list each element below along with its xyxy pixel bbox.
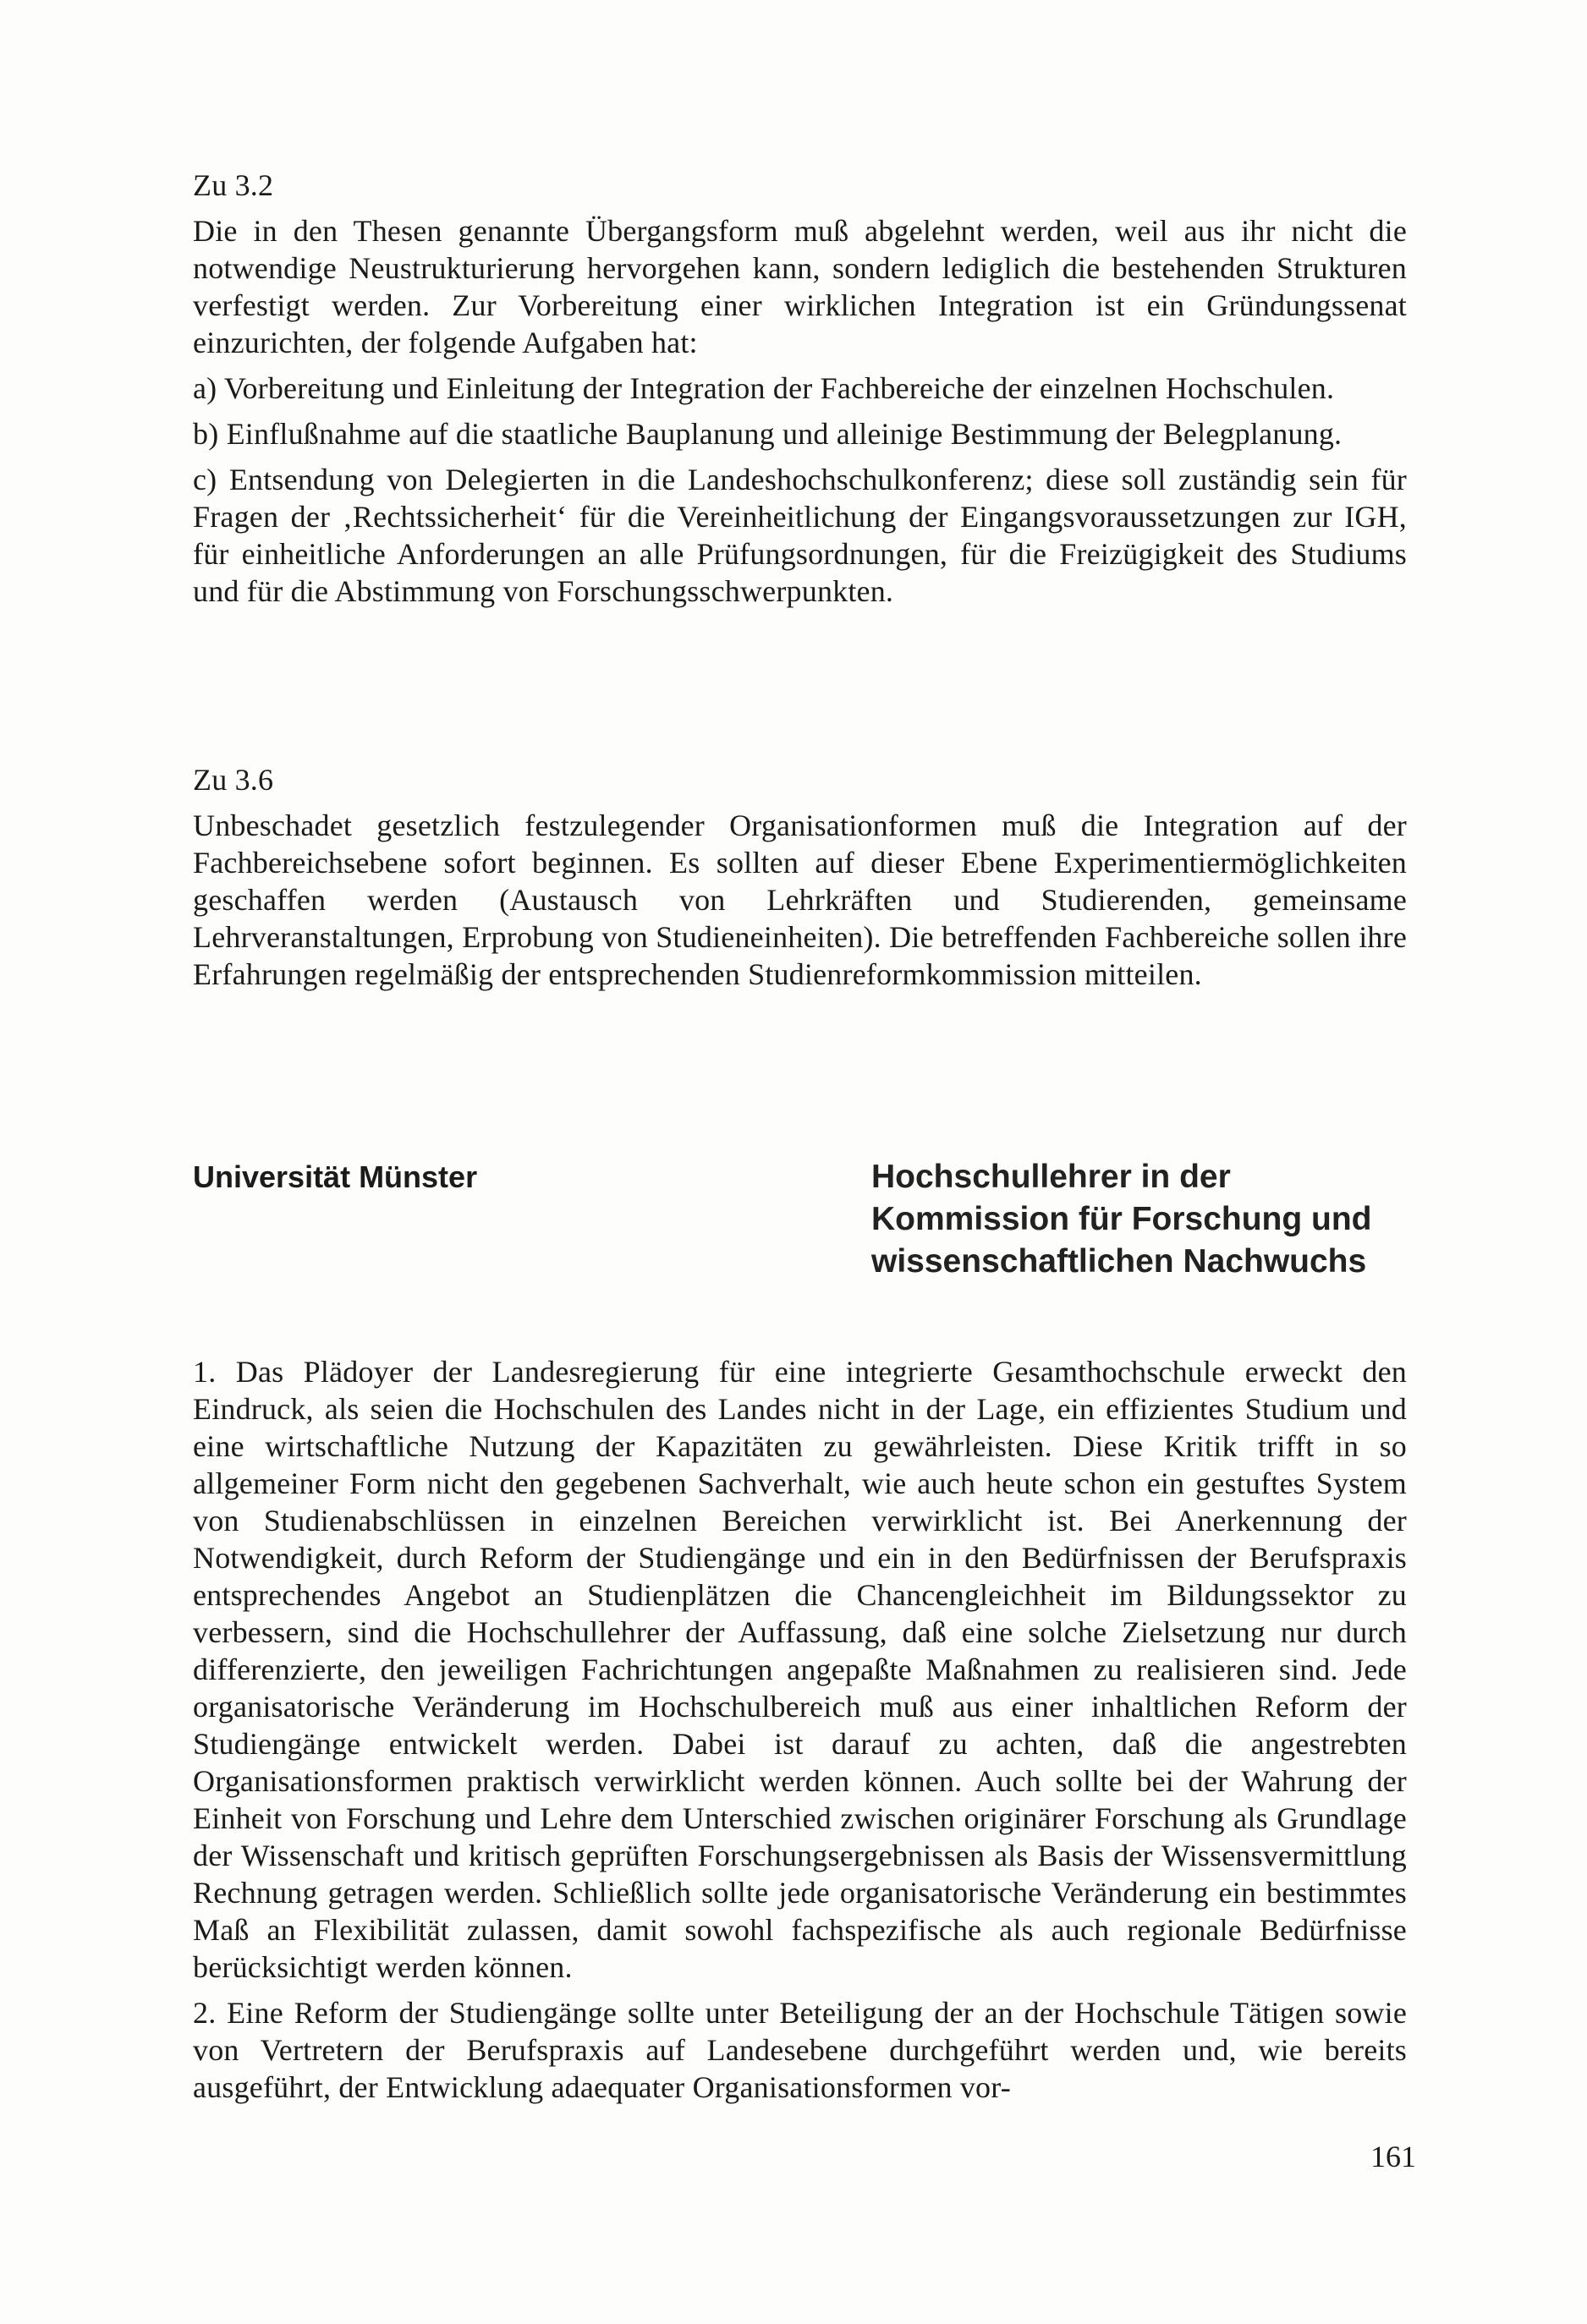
list-item-c: c) Entsendung von Delegierten in die Landeshochschulkonferenz; diese soll zuständig sein für Fragen der ‚Rechtssicherheit‘ für die Vereinheitlichung der Eingangsvoraussetzungen zur IGH, für einheitliche Anforderungen an alle Prüfungsordnungen, für die Freizügigkeit des Studiums und für die Abstimmung von Forschungsschwerpunkten.	[193, 463, 1407, 608]
section-body-paragraph: Unbeschadet gesetzlich festzulegender Organisationformen muß die Integration auf der Fachbereichsebene sofort beginnen. Es sollten auf dieser Ebene Experimentiermöglichkeiten geschaffen werden (Austausch von Lehrkräften und Studierenden, gemeinsame Lehrveranstaltungen, Erprobung von Studieneinheiten). Die betreffenden Fachbereiche sollen ihre Erfahrungen regelmäßig der entsprechenden Studienreformkommission mitteilen.	[193, 808, 1407, 991]
section-intro-paragraph: Die in den Thesen genannte Übergangsform muß abgelehnt werden, weil aus ihr nicht die notwendige Neustrukturierung hervorgehen kann, sondern lediglich die bestehenden Strukturen verfestigt werden. Zur Vorbereitung einer wirklichen Integration ist ein Gründungssenat einzurichten, der folgende Aufgaben hat:	[193, 214, 1407, 359]
section-heading: Zu 3.2	[193, 168, 274, 202]
section-heading: Zu 3.6	[193, 763, 274, 797]
title-line-3: wissenschaftlichen Nachwuchs	[871, 1243, 1367, 1280]
statement-paragraph-2: 2. Eine Reform der Studiengänge sollte unter Beteiligung der an der Hochschule Tätigen sowie von Vertretern der Berufspraxis auf Landesebene durchgeführt werden und, wie bereits ausgeführt, der Entwicklung adaequater Organisationsformen vor-	[193, 1996, 1407, 2104]
title-line-1: Hochschullehrer in der	[871, 1159, 1231, 1195]
section-zu-3-6	[193, 761, 1407, 993]
institution-committee-title	[871, 1156, 1413, 1283]
page-number: 161	[1370, 2140, 1416, 2173]
statement-paragraph-1: 1. Das Plädoyer der Landesregierung für eine integrierte Gesamthochschule erweckt den Eindruck, als seien die Hochschulen des Landes nicht in der Lage, ein effizientes Studium und eine wirtschaftliche Nutzung der Kapazitäten zu gewährleisten. Diese Kritik trifft in so allgemeiner Form nicht den gegebenen Sachverhalt, wie auch heute schon ein gestuftes System von Studienabschlüssen in einzelnen Bereichen verwirklicht ist. Bei Anerkennung der Notwendigkeit, durch Reform der Studiengänge und ein in den Bedürfnissen der Berufspraxis entsprechendes Angebot an Studienplätzen die Chancengleichheit im Bildungssektor zu verbessern, sind die Hochschullehrer der Auffassung, daß eine solche Zielsetzung nur durch differenzierte, den jeweiligen Fachrichtungen angepaßte Maßnahmen zu realisieren sind. Jede organisatorische Veränderung im Hochschulbereich muß aus einer inhaltlichen Reform der Studiengänge entwickelt werden. Dabei ist darauf zu achten, daß die angestrebten Organisationsformen praktisch verwirklicht werden können. Auch sollte bei der Wahrung der Einheit von Forschung und Lehre dem Unterschied zwischen originärer Forschung als Grundlage der Wissenschaft und kritisch geprüften Forschungsergebnissen als Basis der Wissensvermittlung Rechnung getragen werden. Schließlich sollte jede organisatorische Veränderung ein bestimmtes Maß an Flexibilität zulassen, damit sowohl fachspezifische als auch regionale Bedürfnisse berücksichtigt werden können.	[193, 1355, 1407, 1984]
title-line-2: Kommission für Forschung und	[871, 1201, 1372, 1237]
list-item-a: a) Vorbereitung und Einleitung der Integration der Fachbereiche der einzelnen Hochschulen.	[193, 371, 1335, 405]
statement-section	[193, 1353, 1407, 2106]
institution-name: Universität Münster	[193, 1159, 478, 1194]
list-item-b: b) Einflußnahme auf die staatliche Bauplanung und alleinige Bestimmung der Belegplanung.	[193, 417, 1343, 451]
section-zu-3-2	[193, 167, 1407, 618]
